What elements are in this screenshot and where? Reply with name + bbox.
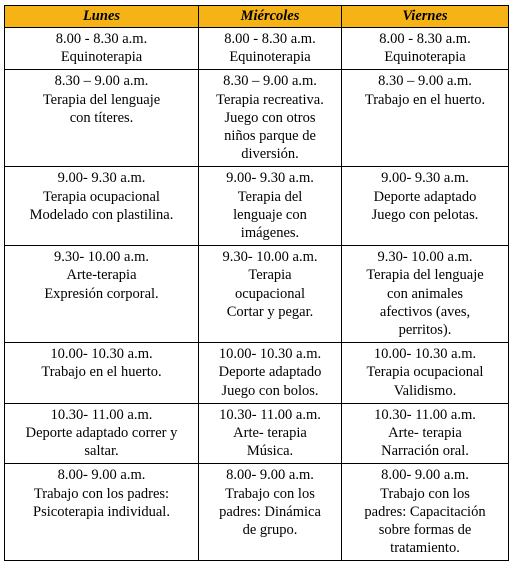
- schedule-cell: [342, 28, 509, 70]
- schedule-cell: [5, 403, 199, 464]
- cell-text: 10.30- 11.00 a.m. Arte- terapia Música.: [219, 406, 321, 460]
- cell-text: 10.30- 11.00 a.m. Arte- terapia Narración oral.: [374, 406, 476, 460]
- table-row: [5, 403, 509, 464]
- table-row: [5, 28, 509, 70]
- cell-text: 8.00- 9.00 a.m. Trabajo con los padres: Psicoterapia individual.: [33, 467, 170, 520]
- schedule-cell: [199, 343, 342, 404]
- schedule-cell: [199, 70, 342, 167]
- schedule-cell: [199, 167, 342, 246]
- schedule-cell: [342, 464, 509, 561]
- schedule-cell: [199, 403, 342, 464]
- schedule-cell: [342, 246, 509, 343]
- schedule-cell: [5, 343, 199, 404]
- table-row: [5, 464, 509, 561]
- schedule-cell: [5, 70, 199, 167]
- header-lunes: Lunes: [5, 6, 199, 28]
- cell-text: 8.00- 9.00 a.m. Trabajo con los padres: Dinámica de grupo.: [219, 467, 321, 539]
- schedule-cell: [342, 167, 509, 246]
- header-row: [5, 6, 509, 28]
- cell-text: 9.30- 10.00 a.m. Arte-terapia Expresión corporal.: [44, 249, 159, 302]
- cell-text: 8.00 - 8.30 a.m. Equinoterapia: [55, 31, 148, 66]
- table-row: [5, 70, 509, 167]
- schedule-table: [4, 5, 509, 561]
- cell-text: 10.00- 10.30 a.m. Trabajo en el huerto.: [41, 346, 162, 381]
- schedule-cell: [342, 343, 509, 404]
- cell-text: 10.00- 10.30 a.m. Deporte adaptado Juego con bolos.: [218, 346, 322, 399]
- table-row: [5, 246, 509, 343]
- cell-text: 10.00- 10.30 a.m. Terapia ocupacional Validismo.: [366, 346, 484, 399]
- cell-text: 9.00- 9.30 a.m. Deporte adaptado Juego con pelotas.: [371, 170, 479, 223]
- cell-text: 8.30 – 9.00 a.m. Terapia recreativa. Juego con otros niños parque de diversión.: [216, 73, 324, 163]
- schedule-cell: [5, 464, 199, 561]
- cell-text: 10.30- 11.00 a.m. Deporte adaptado correr y saltar.: [25, 406, 178, 460]
- cell-text: 9.30- 10.00 a.m. Terapia del lenguaje con animales afectivos (aves, perritos).: [366, 249, 484, 339]
- table-row: [5, 343, 509, 404]
- table-row: [5, 167, 509, 246]
- schedule-cell: [199, 28, 342, 70]
- cell-text: 9.00- 9.30 a.m. Terapia ocupacional Modelado con plastilina.: [29, 170, 174, 223]
- cell-text: 8.00- 9.00 a.m. Trabajo con los padres: Capacitación sobre formas de tratamiento.: [364, 467, 486, 557]
- schedule-cell: [342, 403, 509, 464]
- schedule-cell: [5, 246, 199, 343]
- cell-text: 8.30 – 9.00 a.m. Terapia del lenguaje con títeres.: [42, 73, 161, 126]
- schedule-cell: [5, 28, 199, 70]
- cell-text: 8.00 - 8.30 a.m. Equinoterapia: [224, 31, 316, 66]
- schedule-cell: [199, 246, 342, 343]
- header-viernes: Viernes: [342, 6, 509, 28]
- cell-text: 9.30- 10.00 a.m. Terapia ocupacional Cortar y pegar.: [222, 249, 318, 320]
- cell-text: 8.30 – 9.00 a.m. Trabajo en el huerto.: [364, 73, 486, 108]
- cell-text: 8.00 - 8.30 a.m. Equinoterapia: [379, 31, 471, 66]
- schedule-cell: [199, 464, 342, 561]
- cell-text: 9.00- 9.30 a.m. Terapia del lenguaje con imágenes.: [226, 170, 314, 242]
- header-miercoles: Miércoles: [199, 6, 342, 28]
- schedule-cell: [5, 167, 199, 246]
- schedule-cell: [342, 70, 509, 167]
